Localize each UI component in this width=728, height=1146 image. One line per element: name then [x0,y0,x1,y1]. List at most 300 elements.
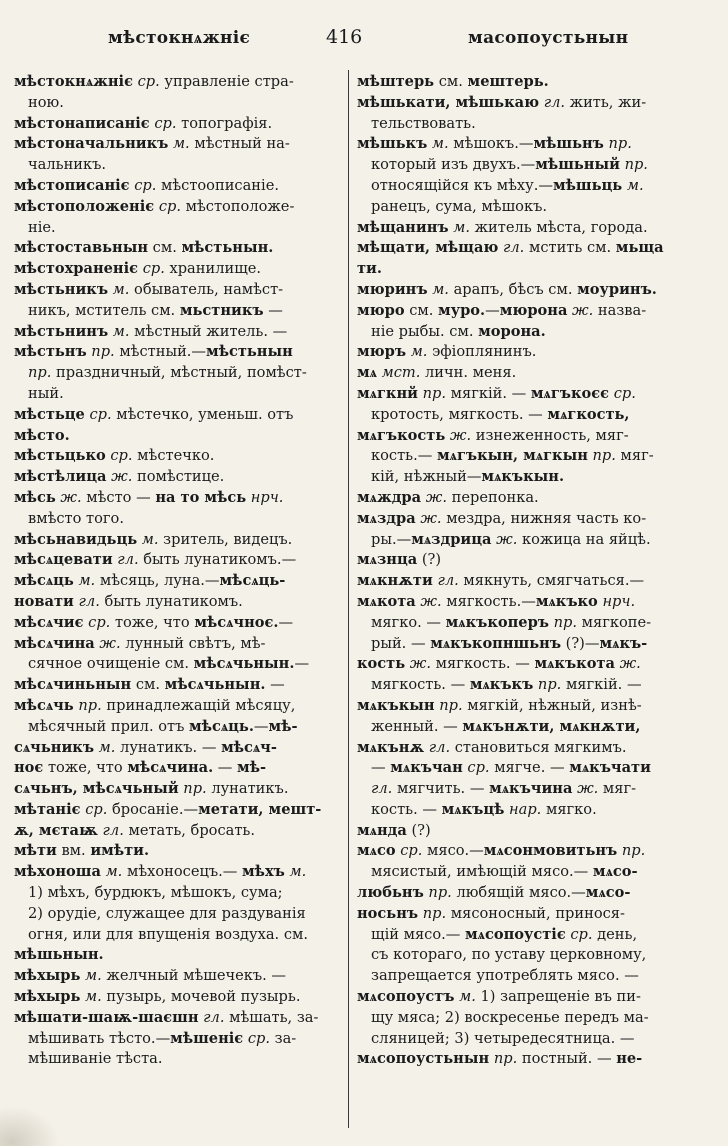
grammar-label: ж. [111,468,133,486]
entry-line [14,862,349,883]
grammar-label: гл. [78,592,100,610]
headword: мѣсь [14,488,56,506]
headword: мѣстохраненіє [14,260,139,278]
entry-line [357,987,702,1008]
headword: мѧкъкъ [469,676,534,694]
definition-text: ранецъ, сума, мѣшокъ. [371,197,547,215]
grammar-label: ср. [85,800,108,818]
headword: мѣсѧчиньнын [14,676,132,694]
definition-text: тоже, что [43,759,128,777]
headword: мюро [357,301,405,319]
grammar-label: м. [432,280,449,298]
definition-text: съ котораго, по уставу церковному, [371,946,647,964]
headword: имѣти. [90,842,150,860]
entry-line [357,238,702,259]
definition-text: ный. [28,384,64,402]
headword: ти. [357,260,382,278]
paper-stain [0,1106,60,1146]
definition-text: запрещается употреблять мясо. — [371,967,639,985]
grammar-label: пр. [439,696,463,714]
grammar-label: гл. [437,572,459,590]
grammar-label: ср. [400,842,423,860]
headword: любьнъ [357,884,424,902]
headword: мѣсѧчноє. [194,613,279,631]
grammar-label: пр. [624,156,648,174]
entry-line [14,280,349,301]
grammar-label: пр. [621,842,646,860]
entry-line [14,446,349,467]
entry-line [357,966,702,987]
grammar-label: гл. [543,93,565,111]
definition-text: эфіоплянинъ. [427,343,537,361]
headword: мѣщати, мѣщаю [357,239,499,257]
entry-line [357,342,702,363]
grammar-label: пр. [91,343,115,361]
entry-line [14,779,349,800]
definition-text: (?)— [561,634,600,652]
headword: мѣстоначальникъ [14,135,169,153]
definition-text: мягко. [541,800,597,818]
headword: мѧсопоустьнын [357,1050,490,1068]
grammar-label: м. [85,988,102,1006]
entry-line [357,467,702,488]
definition-text: перепонка. [446,488,539,506]
headword: мѣстописаніє [14,176,130,194]
definition-text: ніе. [28,218,56,236]
entry-line [357,426,702,447]
entry-line [14,197,349,218]
grammar-label: гл. [371,780,393,798]
column-divider [348,70,349,1128]
grammar-label: ж. [572,301,594,319]
entry-line [357,613,702,634]
entry-line [14,987,349,1008]
definition-text: кротость, мягкость. — [371,405,548,423]
definition-text: лунный свѣтъ, мѣ- [120,634,266,652]
definition-text: становиться мягкимъ. [450,738,627,756]
headword: мѣхырь [14,988,81,1006]
entry-line [357,114,702,135]
definition-text: мягкопе- [577,613,652,631]
headword: мѧзнца [357,551,418,569]
headword: ноє [14,759,44,777]
headword: мѧгъкость [357,426,446,444]
headword: мѣстоположеніє [14,197,155,215]
definition-text: любящій мясо.— [451,884,586,902]
entry-line [14,1008,349,1029]
definition-text: мездра, нижняя часть ко- [441,509,647,527]
definition-text: (?) [406,821,431,839]
definition-text: мягчить. — [392,780,490,798]
headword: мѧсо- [585,884,631,902]
headword: мѣсьнавидьць [14,530,138,548]
entry-line [357,446,702,467]
entry-line [14,384,349,405]
definition-text: быть лунатикомъ. [99,592,243,610]
headword: мѣстьнын. [181,239,274,257]
headword: мѣхырь [14,967,81,985]
headword: мюринъ [357,280,428,298]
grammar-label: ср. [137,73,160,90]
entry-line [357,259,702,280]
entry-line [357,675,702,696]
definition-text: арапъ, бѣсъ см. [448,280,578,298]
grammar-label: пр. [428,884,452,902]
definition-text: мѣстоположе- [180,197,295,215]
definition-text: принадлежащій мѣсяцу, [101,696,296,714]
headword: мѣсѧчьнын. [193,655,295,673]
headword: мѣстьце [14,405,85,423]
entry-line [357,779,702,800]
headword: мѧсопоустъ [357,988,455,1006]
headword: мѧкъкопншьнъ [430,634,562,652]
entry-line [357,571,702,592]
definition-text: 2) орудіе, служащее для раздуванія [28,904,306,922]
entry-line [357,717,702,738]
definition-text: обыватель, намѣст- [129,280,284,298]
definition-text: мѣстечко, уменьш. отъ [111,405,294,423]
headword: мѣти [14,842,57,860]
page-header [0,28,728,54]
headword: мѧкъко [535,592,598,610]
definition-text: мѣстечко. [132,447,215,465]
headword: мѧсонмовитьнъ [483,842,618,860]
entry-line [14,301,349,322]
grammar-label: пр. [422,384,446,402]
definition-text: мягко. — [371,613,446,631]
entry-line [14,259,349,280]
grammar-label: м. [85,967,102,985]
headword: мѧгкнй [357,384,418,402]
headword: сѧчьнъ, мѣсѧчьный [14,780,179,798]
entry-line [14,93,349,114]
headword: мѧсопоустіє [465,925,566,943]
grammar-label: ср. [247,1029,270,1047]
grammar-label: пр. [28,364,52,382]
headword: мѣстьнъ [14,343,87,361]
entry-line [357,738,702,759]
entry-line [14,426,349,447]
definition-text: кій, нѣжный— [371,468,482,486]
grammar-label: м. [172,135,190,153]
definition-text: кожица на яйцѣ. [517,530,651,548]
entry-line [14,550,349,571]
definition-text: праздничный, мѣстный, помѣст- [51,364,307,382]
definition-text: личн. меня. [420,364,517,382]
grammar-label: пр. [183,780,207,798]
grammar-label: пр. [592,447,616,465]
entry-line [357,405,702,426]
headword: мѧждра [357,488,422,506]
definition-text: мѣшиваніе тѣста. [28,1050,163,1068]
definition-text: женный. — [371,717,463,735]
grammar-label: ж. [60,488,82,506]
headword: мѧздрица [411,530,492,548]
headword: мѧкъкын. [481,468,565,486]
definition-text: см. [404,301,439,319]
headword: не- [616,1050,643,1068]
definition-text: — [213,759,238,777]
entry-line [14,134,349,155]
headword: мѧкъкоперъ [445,613,549,631]
entry-line [357,384,702,405]
grammar-label: гл. [117,551,139,569]
definition-text: метать, бросать. [123,821,256,839]
headword: мѣшати-шаѭ-шаєшн [14,1008,199,1026]
grammar-label: пр. [608,135,632,153]
definition-text: мягкій. — [561,676,642,694]
entry-line [14,925,349,946]
definition-text: мягкость. — [430,655,535,673]
definition-text: 1) запрещеніе въ пи- [475,988,641,1006]
definition-text: мѣсячный прил. отъ [28,717,190,735]
definition-text: мѣшать, за- [224,1008,319,1026]
entry-line [14,218,349,239]
headword: мѧкънѫ [357,738,425,756]
headword: мѣсѧчиє [14,613,84,631]
grammar-label: м. [98,738,116,756]
entry-line [14,176,349,197]
grammar-label: ж. [420,509,442,527]
headword: новати [14,592,74,610]
grammar-label: пр. [553,613,578,631]
headword: мѧкъкота [534,655,615,673]
definition-text: — [278,613,294,631]
definition-text: мяг- [615,447,654,465]
headword: мѧсо [357,842,396,860]
entry-line [14,841,349,862]
definition-text: за- [270,1029,297,1047]
headword: мѣшеніє [170,1029,244,1047]
entry-line [14,467,349,488]
headword: мѧздра [357,509,416,527]
definition-text: желчный мѣшечекъ. — [101,967,287,985]
grammar-label: нрч. [250,488,284,506]
entry-line [14,238,349,259]
headword: мѣшьнын. [14,946,104,964]
entry-line [357,509,702,530]
headword: моуринъ. [577,280,657,298]
definition-text: кость.— [371,447,437,465]
headword: мѣшьный [535,156,620,174]
headword: мештерь. [467,73,549,90]
entry-line [14,613,349,634]
definition-text: зритель, видецъ. [158,530,293,548]
grammar-label: м. [410,343,428,361]
header-left-guide-word: мѣстокнѧжніє [108,28,251,48]
definition-text: день, [592,925,638,943]
definition-text: мягкій. — [446,384,531,402]
definition-text: хранилище. [164,260,262,278]
grammar-label: ср. [154,114,177,132]
headword: мѣсѧчина [14,634,95,652]
entry-line [357,322,702,343]
definition-text: бросаніе.— [107,800,199,818]
entry-line [14,821,349,842]
definition-text: мягкость.— [441,592,536,610]
entry-line [14,966,349,987]
entry-line [14,654,349,675]
grammar-label: м. [141,530,159,548]
headword: мѣстьнинъ [14,322,109,340]
entry-line [357,301,702,322]
grammar-label: ср. [89,405,112,423]
headword: мѣсѧцевати [14,551,113,569]
definition-text: лунатикъ. [206,780,289,798]
grammar-label: ж. [425,488,447,506]
entry-line [357,363,702,384]
grammar-label: ж. [619,655,641,673]
entry-line [14,114,349,135]
headword: мѣшькати, мѣшькаю [357,93,540,111]
definition-text: — [371,759,391,777]
headword: мѣстьнын [206,343,293,361]
grammar-label: м. [78,572,96,590]
entry-line [357,904,702,925]
headword: мѣтаніє [14,800,81,818]
entry-line [357,155,702,176]
grammar-label: пр. [422,904,447,922]
grammar-label: ср. [134,176,157,194]
entry-line [357,592,702,613]
definition-text: кость. — [371,800,442,818]
definition-text: топографія. [176,114,273,132]
definition-text: быть лунатикомъ.— [138,551,297,569]
definition-text: ною. [28,93,64,111]
definition-text: мясистый, имѣющій мясо.— [371,863,593,881]
headword: мѣсто. [14,426,70,444]
headword: на то мѣсь [155,488,247,506]
entry-line [357,925,702,946]
grammar-label: ж. [409,655,431,673]
definition-text: см. [148,239,182,257]
headword: мѣсѧць- [219,572,286,590]
definition-text: управленіе стра- [159,73,294,90]
entry-line [357,550,702,571]
grammar-label: ср. [158,197,181,215]
definition-text: пузырь, мочевой пузырь. [101,988,301,1006]
definition-text: изнеженность, мяг- [471,426,629,444]
entry-line [14,800,349,821]
grammar-label: м. [453,218,470,236]
entry-line [14,717,349,738]
grammar-label: м. [431,135,449,153]
entry-line [14,675,349,696]
definition-text: мясоносный, принося- [446,904,625,922]
definition-text: 1) мѣхъ, бурдюкъ, мѣшокъ, сума; [28,884,283,902]
entry-line [14,758,349,779]
entry-line [357,134,702,155]
entry-line [14,945,349,966]
headword: мѧкота [357,592,416,610]
definition-text: — [294,655,310,673]
definition-text: мѣстный на- [189,135,290,153]
headword: мѧкъ- [599,634,648,652]
left-column [14,72,349,1070]
definition-text: мѣхоносецъ.— [122,863,242,881]
headword: мѧкнѫти [357,572,433,590]
headword: мѧкъчан [390,759,463,777]
entry-line [14,342,349,363]
headword: сѧчьникъ [14,738,95,756]
grammar-label: м. [105,863,123,881]
definition-text: огня, или для впущенія воздуха. см. [28,925,308,943]
entry-line [357,862,702,883]
headword: мѧкънѫти, мѧкнѫти, [462,717,641,735]
grammar-label: м. [112,322,130,340]
definition-text: сляницей; 3) четыредесятница. — [371,1029,635,1047]
definition-text: мѣсяць, луна.— [95,572,220,590]
grammar-label: нар. [509,800,542,818]
definition-text: мяг- [598,780,637,798]
headword: мьща [615,239,664,257]
headword: мѧкъцѣ [441,800,505,818]
entry-line [14,904,349,925]
headword: мѧгкость, [547,405,630,423]
grammar-label: ж. [420,592,442,610]
headword: мѧнда [357,821,407,839]
definition-text: мѣстный.— [114,343,207,361]
entry-line [14,738,349,759]
definition-text: мѣстоописаніе. [156,176,279,194]
entry-line [357,696,702,717]
grammar-label: ср. [142,260,165,278]
entry-line [357,821,702,842]
headword: мѧкъчина [489,780,573,798]
definition-text: тельствовать. [371,114,476,132]
definition-text: мстить см. [524,239,616,257]
definition-text: — [253,717,269,735]
definition-text: ніе рыбы. см. [371,322,479,340]
entry-line [357,841,702,862]
definition-text: щу мяса; 2) воскресенье передъ ма- [371,1008,649,1026]
grammar-label: ж. [99,634,121,652]
entry-line [357,1029,702,1050]
page-number: 416 [326,26,363,48]
grammar-label: гл. [203,1008,225,1026]
entry-line [14,592,349,613]
headword: мѣстьникъ [14,280,109,298]
headword: мьстникъ [179,301,264,319]
definition-text: мѣстный житель. — [129,322,288,340]
definition-text: мягкій, нѣжный, изнѣ- [462,696,642,714]
headword: мѣсѧць [14,572,74,590]
definition-text: никъ, мститель см. [28,301,180,319]
grammar-label: ж. [577,780,599,798]
definition-text: мясо.— [422,842,484,860]
grammar-label: м. [289,863,307,881]
entry-line [357,654,702,675]
entry-line [357,72,702,93]
entry-line [14,405,349,426]
entry-line [357,218,702,239]
grammar-label: м. [112,280,130,298]
headword: мѧсо- [592,863,638,881]
definition-text: мягкость. — [371,676,470,694]
definition-text: мѣшивать тѣсто.— [28,1029,171,1047]
definition-text: щій мясо.— [371,925,465,943]
entry-line [14,488,349,509]
entry-line [14,1029,349,1050]
definition-text: мякнуть, смягчаться.— [458,572,645,590]
definition-text: мѣсто — [81,488,156,506]
grammar-label: гл. [428,738,451,756]
grammar-label: пр. [537,676,562,694]
definition-text: мѣшокъ.— [448,135,534,153]
entry-line [14,509,349,530]
entry-line [14,155,349,176]
definition-text: мягче. — [489,759,570,777]
